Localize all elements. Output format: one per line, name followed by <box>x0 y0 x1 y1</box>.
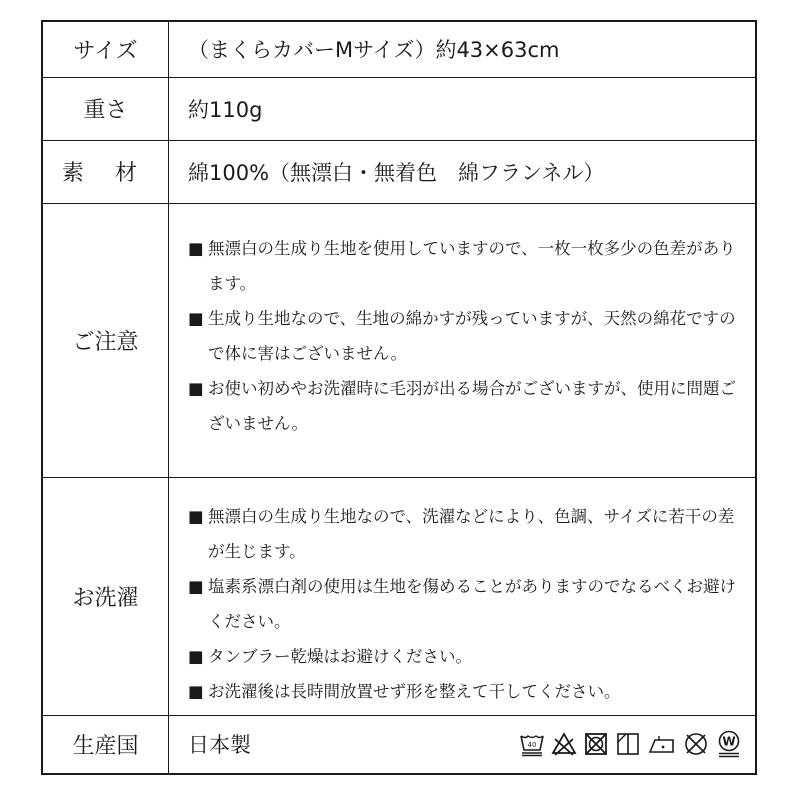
row-weight <box>42 77 756 140</box>
caution-note <box>188 231 747 301</box>
bullet-square: ■ <box>188 646 204 666</box>
caution-note-text: 無漂白の生成り生地を使用していますので、一枚一枚多少の色差があります。 <box>208 238 736 293</box>
origin-label: 生産国 <box>42 715 169 774</box>
iron-low-icon <box>647 731 677 757</box>
wet-clean-mild-icon <box>715 730 743 758</box>
origin-cell <box>169 715 757 774</box>
line-dry-shade-icon <box>615 731 641 757</box>
row-origin <box>42 715 756 774</box>
caution-note-text: お使い初めやお洗濯時に毛羽が出る場合がございますが、使用に問題ございません。 <box>208 378 736 433</box>
wet-clean-letter: W <box>722 734 736 749</box>
bullet-square: ■ <box>188 238 204 258</box>
row-material <box>42 140 756 203</box>
weight-label: 重さ <box>42 77 169 140</box>
bullet-square: ■ <box>188 308 204 328</box>
bullet-square: ■ <box>188 576 204 596</box>
washing-note-text: タンブラー乾燥はお避けください。 <box>208 646 472 666</box>
care-symbols <box>519 730 743 758</box>
no-tumble-dry-icon <box>583 731 609 757</box>
wash-temp-text: 40 <box>527 741 537 750</box>
bullet-square: ■ <box>188 681 204 701</box>
material-value: 綿100%（無漂白・無着色 綿フランネル） <box>169 140 757 203</box>
weight-value: 約110g <box>169 77 757 140</box>
size-label: サイズ <box>42 21 169 77</box>
caution-note <box>188 301 747 371</box>
washing-note <box>188 569 747 639</box>
bullet-square: ■ <box>188 506 204 526</box>
washing-note <box>188 674 747 709</box>
washing-note-text: 塩素系漂白剤の使用は生地を傷めることがありますのでなるべくお避けください。 <box>208 576 736 631</box>
washing-note <box>188 499 747 569</box>
washing-label: お洗濯 <box>42 477 169 715</box>
washing-note-text: 無漂白の生成り生地なので、洗濯などにより、色調、サイズに若干の差が生じます。 <box>208 506 735 561</box>
washing-note <box>188 639 747 674</box>
caution-notes <box>169 203 757 477</box>
washing-note-text: お洗濯後は長時間放置せず形を整えて干してください。 <box>208 681 621 701</box>
wash-tub-40-icon <box>519 731 545 757</box>
spec-table <box>41 20 757 775</box>
washing-notes <box>169 477 757 715</box>
no-dry-clean-icon <box>683 731 709 757</box>
row-caution <box>42 203 756 477</box>
bullet-square: ■ <box>188 378 204 398</box>
caution-note-text: 生成り生地なので、生地の綿かすが残っていますが、天然の綿花ですので体に害はございません。 <box>208 308 736 363</box>
row-washing <box>42 477 756 715</box>
origin-value: 日本製 <box>188 733 251 758</box>
row-size <box>42 21 756 77</box>
caution-label: ご注意 <box>42 203 169 477</box>
caution-note <box>188 371 747 441</box>
size-value: （まくらカバーMサイズ）約43×63cm <box>169 21 757 77</box>
no-bleach-icon <box>551 731 577 757</box>
material-label: 素 材 <box>42 140 169 203</box>
